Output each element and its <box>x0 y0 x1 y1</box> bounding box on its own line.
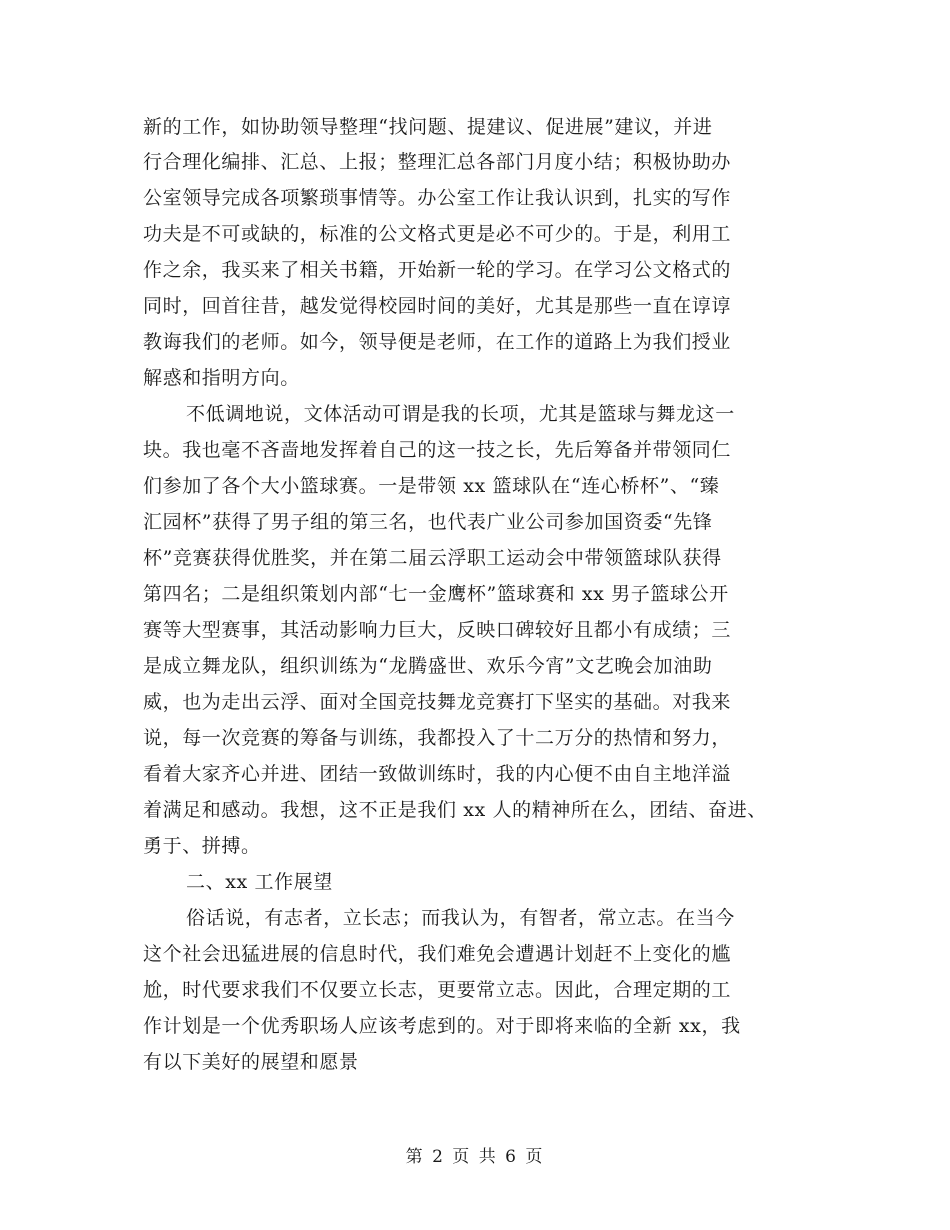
body-text-line: 行合理化编排、汇总、上报；整理汇总各部门月度小结；积极协助办 <box>143 151 732 173</box>
body-text-line: 汇园杯”获得了男子组的第三名，也代表广业公司参加国资委“先锋 <box>143 511 713 533</box>
body-text-line: 第四名；二是组织策划内部“七一金鹰杯”篮球赛和 xx 男子篮球公开 <box>143 583 729 605</box>
body-text-line: 教诲我们的老师。如今，领导便是老师，在工作的道路上为我们授业 <box>143 331 732 353</box>
body-text-line: 这个社会迅猛进展的信息时代，我们难免会遭遇计划赶不上变化的尴 <box>143 943 732 965</box>
body-text-line: 勇于、拼搏。 <box>143 835 261 857</box>
body-text-line: 块。我也毫不吝啬地发挥着自己的这一技之长，先后筹备并带领同仁 <box>143 439 732 461</box>
body-text-line: 功夫是不可或缺的，标准的公文格式更是必不可少的。于是，利用工 <box>143 223 732 245</box>
body-text-line: 着满足和感动。我想，这不正是我们 xx 人的精神所在么，团结、奋进、 <box>143 799 767 821</box>
body-text-line: 公室领导完成各项繁琐事情等。办公室工作让我认识到，扎实的写作 <box>143 187 732 209</box>
body-text-line: 看着大家齐心并进、团结一致做训练时，我的内心便不由自主地洋溢 <box>143 763 732 785</box>
body-text-line: 不低调地说，文体活动可谓是我的长项，尤其是篮球与舞龙这一 <box>186 403 735 425</box>
body-text-line: 作计划是一个优秀职场人应该考虑到的。对于即将来临的全新 xx，我 <box>143 1015 741 1037</box>
body-text-line: 是成立舞龙队，组织训练为“龙腾盛世、欢乐今宵”文艺晚会加油助 <box>143 655 713 677</box>
body-text-line: 新的工作，如协助领导整理“找问题、提建议、促进展”建议，并进 <box>143 116 713 138</box>
body-text-line: 解惑和指明方向。 <box>143 367 300 389</box>
body-text-line: 尬，时代要求我们不仅要立长志，更要常立志。因此，合理定期的工 <box>143 979 732 1001</box>
body-text-line: 赛等大型赛事，其活动影响力巨大，反映口碑较好且都小有成绩；三 <box>143 619 732 641</box>
body-text-line: 们参加了各个大小篮球赛。一是带领 xx 篮球队在“连心桥杯”、“臻 <box>143 475 720 497</box>
body-text-line: 同时，回首往昔，越发觉得校园时间的美好，尤其是那些一直在谆谆 <box>143 295 732 317</box>
section-heading: 二、xx 工作展望 <box>186 871 333 893</box>
body-text-line: 俗话说，有志者，立长志；而我认为，有智者，常立志。在当今 <box>186 907 735 929</box>
body-text-line: 有以下美好的展望和愿景 <box>143 1051 359 1073</box>
body-text-line: 杯”竞赛获得优胜奖，并在第二届云浮职工运动会中带领篮球队获得 <box>143 547 722 569</box>
body-text-line: 威，也为走出云浮、面对全国竞技舞龙竞赛打下坚实的基础。对我来 <box>143 691 732 713</box>
page-number-footer: 第 2 页 共 6 页 <box>405 1147 545 1167</box>
body-text-line: 作之余，我买来了相关书籍，开始新一轮的学习。在学习公文格式的 <box>143 259 732 281</box>
body-text-line: 说，每一次竞赛的筹备与训练，我都投入了十二万分的热情和努力， <box>143 727 732 749</box>
